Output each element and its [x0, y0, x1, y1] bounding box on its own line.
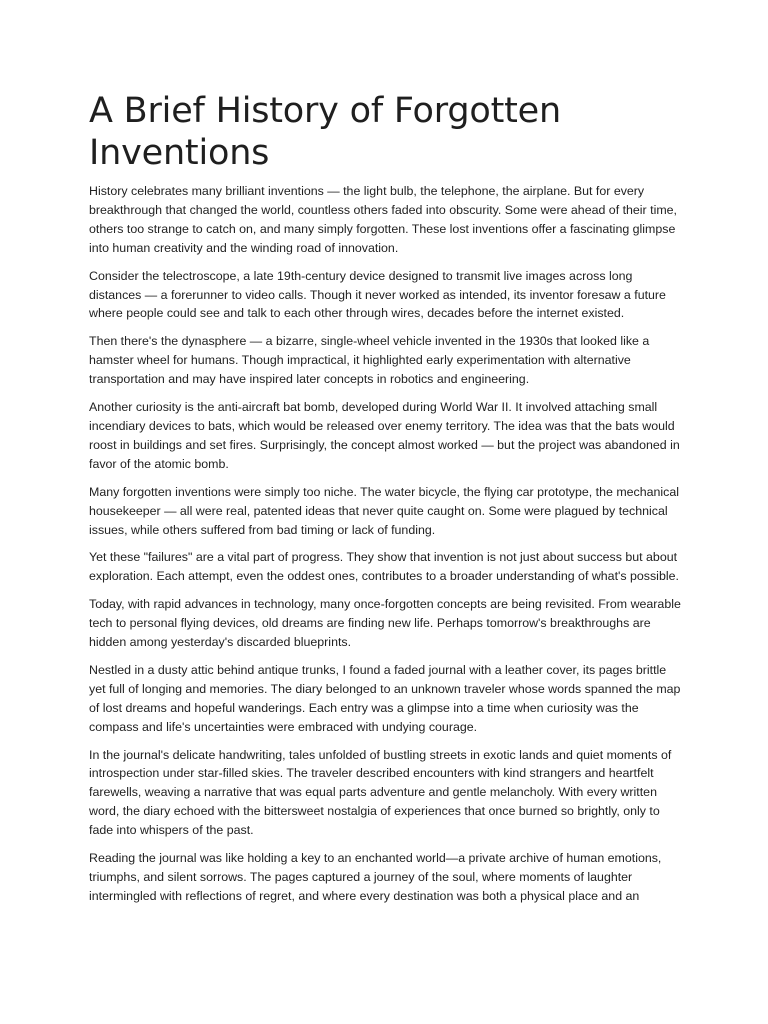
paragraph: Consider the telectroscope, a late 19th-century device designed to transmit live images across long distances — a forerunner to video calls. Though it never worked as intended, its inventor foresaw a future where people could see and talk to each other through wires, decades before the internet existed.	[89, 268, 666, 321]
paragraph: Yet these "failures" are a vital part of progress. They show that invention is not just about success but about exploration. Each attempt, even the oddest ones, contributes to a broader understanding of what's possible.	[89, 550, 679, 584]
paragraph: Many forgotten inventions were simply too niche. The water bicycle, the flying car prototype, the mechanical housekeeper — all were real, patented ideas that never quite caught on. Some were plagued by technical issues, while others suffered from bad timing or lack of funding.	[89, 484, 680, 537]
document-title: A Brief History of Forgotten Inventions	[89, 91, 561, 173]
paragraph: Another curiosity is the anti-aircraft bat bomb, developed during World War II. It involved attaching small incendiary devices to bats, which would be released over enemy territory. The idea was that the bats would roost in buildings and set fires. Surprisingly, the concept almost worked — but the project was abandoned in favor of the atomic bomb.	[89, 400, 680, 471]
paragraph: Reading the journal was like holding a key to an enchanted world—a private archive of human emotions, triumphs, and silent sorrows. The pages captured a journey of the soul, where moments of laughter intermingled with reflections of regret, and where every destination was both a physical place and an	[89, 851, 662, 903]
paragraph: Then there's the dynasphere — a bizarre, single-wheel vehicle invented in the 1930s that looked like a hamster wheel for humans. Though impractical, it highlighted early experimentation with alternative transportation and may have inspired later concepts in robotics and engineering.	[89, 334, 650, 387]
paragraph: Today, with rapid advances in technology, many once-forgotten concepts are being revisited. From wearable tech to personal flying devices, old dreams are finding new life. Perhaps tomorrow's breakthroughs are hidden among yesterday's discarded blueprints.	[89, 597, 681, 650]
paragraph: History celebrates many brilliant inventions — the light bulb, the telephone, the airplane. But for every breakthrough that changed the world, countless others faded into obscurity. Some were ahead of their time, others too strange to catch on, and many simply forgotten. These lost inventions offer a fascinating glimpse into human creativity and the winding road of innovation.	[89, 184, 677, 255]
paragraph: In the journal's delicate handwriting, tales unfolded of bustling streets in exotic lands and quiet moments of introspection under star-filled skies. The traveler described encounters with kind strangers and heartfelt farewells, weaving a narrative that was equal parts adventure and gentle melancholy. With every written word, the diary echoed with the bittersweet nostalgia of experiences that once burned so brightly, only to fade into whispers of the past.	[89, 747, 672, 838]
document-page	[89, 90, 681, 915]
paragraph: Nestled in a dusty attic behind antique trunks, I found a faded journal with a leather cover, its pages brittle yet full of longing and memories. The diary belonged to an unknown traveler whose words spanned the map of lost dreams and hopeful wanderings. Each entry was a glimpse into a time when curiosity was the compass and life's uncertainties were embraced with undying courage.	[89, 662, 681, 734]
